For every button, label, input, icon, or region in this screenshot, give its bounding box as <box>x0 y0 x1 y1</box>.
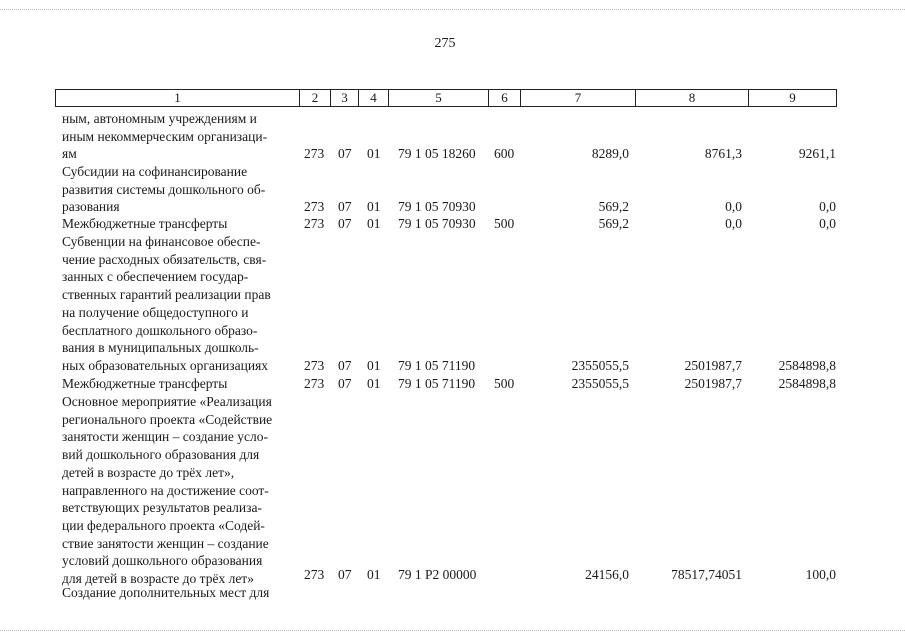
cell-col-4: 01 <box>367 358 381 373</box>
cell-col-9: 9261,1 <box>798 146 836 161</box>
cell-col-9: 100,0 <box>805 567 836 582</box>
cell-col-2: 273 <box>304 146 325 161</box>
cell-col-7: 8289,0 <box>591 146 629 161</box>
cell-col-3: 07 <box>338 146 352 161</box>
header-col-6: 6 <box>489 90 521 106</box>
cell-col-7: 2355055,5 <box>571 376 629 391</box>
cell-col-5: 79 1 05 70930 <box>398 216 476 231</box>
cell-col-9: 2584898,8 <box>778 376 836 391</box>
cell-col-8: 78517,74051 <box>671 567 742 582</box>
cell-col-5: 79 1 05 18260 <box>398 146 476 161</box>
header-col-9: 9 <box>789 90 796 105</box>
cell-col-5: 79 1 P2 00000 <box>398 567 477 582</box>
cell-col-7: 569,2 <box>598 216 629 231</box>
cell-col-8: 0,0 <box>725 216 742 231</box>
header-col-1: 1 <box>56 90 300 106</box>
cell-col-2: 273 <box>304 358 325 373</box>
cell-col-7: 569,2 <box>598 199 629 214</box>
cell-col-2: 273 <box>304 216 325 231</box>
cell-col-6: 600 <box>494 146 515 161</box>
cell-col-6: 500 <box>494 216 515 231</box>
row-description: Межбюджетные трансферты <box>62 376 228 391</box>
cell-col-4: 01 <box>367 146 381 161</box>
cell-col-4: 01 <box>367 567 381 582</box>
cell-col-4: 01 <box>367 199 381 214</box>
row-description: Межбюджетные трансферты <box>62 216 228 231</box>
cell-col-3: 07 <box>338 567 352 582</box>
cell-col-8: 2501987,7 <box>684 376 742 391</box>
cell-col-2: 273 <box>304 376 325 391</box>
cell-col-5: 79 1 05 71190 <box>398 376 476 391</box>
cell-col-7: 24156,0 <box>585 567 629 582</box>
cell-col-3: 07 <box>338 216 352 231</box>
header-col-4: 4 <box>359 90 389 106</box>
scan-edge-top <box>0 9 905 11</box>
row-description: Основное мероприятие «Реализация регионального проекта «Содействие занятости женщин – создание усло- вий дошкольного образования для детей в возрасте до трёх лет», направленного на достижение соот- ветствующих результатов реализа- ции федерального проекта «Содей- ствие занятости женщин – создание условий дошкольного образования для детей в возрасте до трёх лет» <box>62 394 273 587</box>
header-col-2: 2 <box>300 90 331 106</box>
cell-col-2: 273 <box>304 567 325 582</box>
row-description: Субвенции на финансовое обеспе- чение расходных обязательств, свя- занных с обеспечением государ- ственных гарантий реализации прав на получение общедоступного и бесплатного дошкольного образо- вания в муниципальных дошколь- ных образовательных организациях <box>62 234 271 373</box>
cell-col-5: 79 1 05 71190 <box>398 358 476 373</box>
row-description: Субсидии на софинансирование развития системы дошкольного об- разования <box>62 164 266 215</box>
cell-col-8: 8761,3 <box>704 146 742 161</box>
cell-col-2: 273 <box>304 199 325 214</box>
cell-col-7: 2355055,5 <box>571 358 629 373</box>
page-number: 275 <box>434 36 456 51</box>
cell-col-3: 07 <box>338 376 352 391</box>
header-col-8: 8 <box>636 90 749 106</box>
row-description: ным, автономным учреждениям и иным некоммерческим организаци- ям <box>62 111 268 162</box>
row-description: Создание дополнительных мест для <box>62 585 270 600</box>
cell-col-8: 2501987,7 <box>684 358 742 373</box>
header-col-5: 5 <box>389 90 489 106</box>
cell-col-4: 01 <box>367 216 381 231</box>
cell-col-5: 79 1 05 70930 <box>398 199 476 214</box>
table-header-row <box>55 89 837 107</box>
cell-col-9: 2584898,8 <box>778 358 836 373</box>
cell-col-4: 01 <box>367 376 381 391</box>
scan-edge-bottom <box>0 630 905 632</box>
header-col-3: 3 <box>331 90 359 106</box>
cell-col-9: 0,0 <box>819 199 836 214</box>
cell-col-9: 0,0 <box>819 216 836 231</box>
cell-col-3: 07 <box>338 358 352 373</box>
header-col-7: 7 <box>521 90 636 106</box>
cell-col-3: 07 <box>338 199 352 214</box>
cell-col-6: 500 <box>494 376 515 391</box>
cell-col-8: 0,0 <box>725 199 742 214</box>
